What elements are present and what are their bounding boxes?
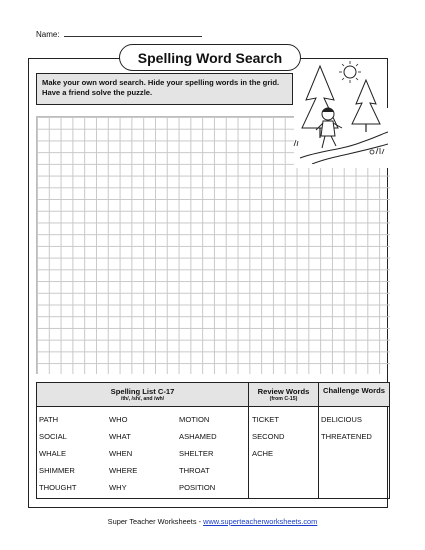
list-item: POSITION [179,483,216,492]
review-words-column [252,411,285,462]
spelling-column-3 [179,411,217,496]
list-item: THREATENED [321,432,372,441]
list-item: WHALE [39,449,67,458]
column-divider [318,407,319,498]
name-field [36,28,202,39]
list-item: WHO [109,415,128,424]
list-item: SOCIAL [39,432,67,441]
list-item: PATH [39,415,59,424]
challenge-words-column [321,411,372,445]
challenge-words-title: Challenge Words [323,386,385,395]
list-item: SECOND [252,432,285,441]
column-divider [248,407,249,498]
list-item: ASHAMED [179,432,217,441]
spelling-list-header [37,383,249,407]
list-item: THOUGHT [39,483,77,492]
list-item: THROAT [179,466,210,475]
spelling-column-1 [39,411,77,496]
list-item: SHELTER [179,449,214,458]
spelling-column-2 [109,411,137,496]
name-label: Name: [36,30,60,39]
list-item: WHEN [109,449,133,458]
challenge-words-header [319,383,389,407]
list-item: SHIMMER [39,466,75,475]
page-title: Spelling Word Search [119,44,301,71]
footer [0,517,425,526]
review-words-title: Review Words [257,387,310,396]
list-item: MOTION [179,415,210,424]
spelling-list-title: Spelling List C-17 [110,387,175,396]
list-item: WHY [109,483,127,492]
footer-link[interactable]: www.superteacherworksheets.com [203,517,318,526]
list-item: ACHE [252,449,274,458]
spelling-word-table [36,382,390,499]
review-words-header [249,383,319,407]
child-illustration-icon [292,58,388,164]
instructions-box: Make your own word search. Hide your spelling words in the grid. Have a friend solve the puzzle. [36,73,293,105]
name-blank-line[interactable] [64,28,202,37]
list-item: WHERE [109,466,138,475]
list-item: TICKET [252,415,280,424]
list-item: DELICIOUS [321,415,362,424]
spelling-list-subtitle: /th/, /sh/, and /wh/ [120,396,165,402]
footer-text: Super Teacher Worksheets - [107,517,204,526]
list-item: WHAT [109,432,131,441]
review-words-subtitle: (from C-15) [269,396,298,402]
